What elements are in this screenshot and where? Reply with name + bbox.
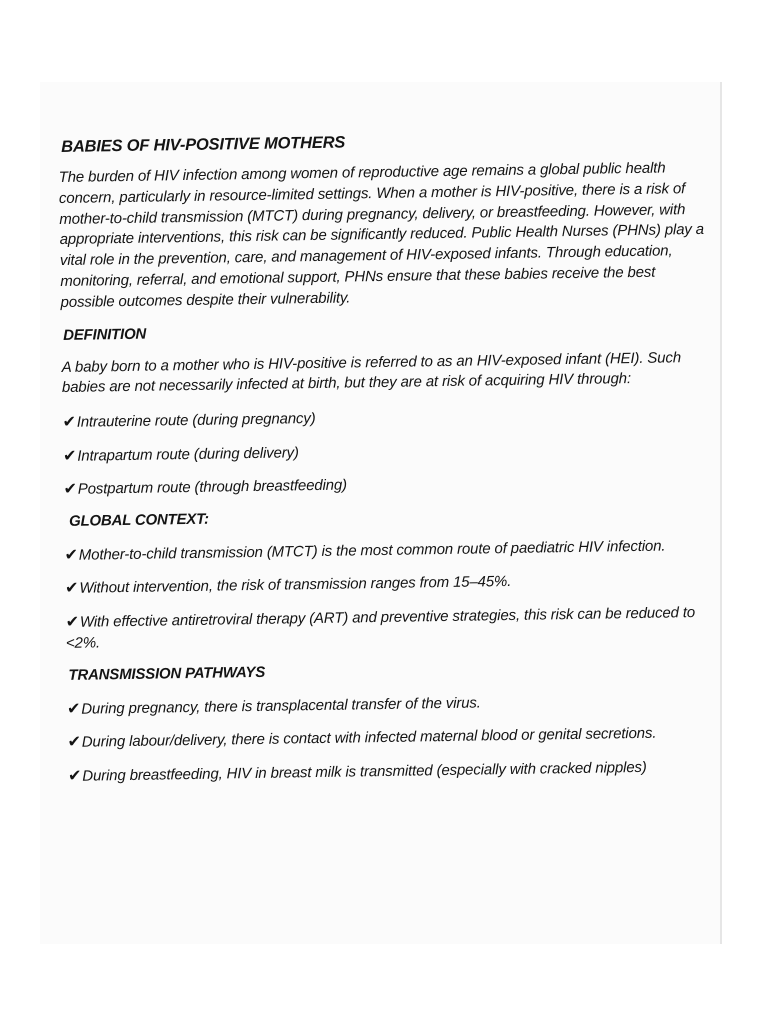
global-context-item	[65, 567, 715, 600]
checkmark-icon: ✔	[62, 411, 76, 432]
definition-item	[63, 468, 713, 501]
transmission-item-text: During pregnancy, there is transplacental transfer of the virus.	[81, 694, 481, 718]
checkmark-icon: ✔	[66, 698, 81, 718]
definition-item	[63, 434, 713, 467]
definition-paragraph: A baby born to a mother who is HIV-positive is referred to as an HIV-exposed infant (HEI). Such babies are not necessarily infected at birth, but they are at risk of acquiring HIV through:	[61, 348, 682, 397]
definition-item-text: Postpartum route (through breastfeeding)	[77, 476, 348, 498]
global-context-item-text: With effective antiretroviral therapy (ART) and preventive strategies, this risk can be reduced to <2%.	[65, 603, 696, 653]
definition-item-text: Intrauterine route (during pregnancy)	[76, 410, 316, 431]
intro-paragraph: The burden of HIV infection among women of reproductive age remains a global public health concern, particularly in resource-limited settings. When a mother is HIV-positive, there is a risk of mother-to-child transmission (MTCT) during pregnancy, delivery, or breastfeeding. However, with appropriate interventions, this risk can be significantly reduced. Public Health Nurses (PHNs) play a vital role in the prevention, care, and management of HIV-exposed infants. Through education, monitoring, referral, and emotional support, PHNs ensure that these babies receive the best possible outcomes despite their vulnerability.	[58, 159, 705, 311]
checkmark-icon: ✔	[64, 577, 79, 598]
global-context-item	[65, 600, 716, 654]
checkmark-icon: ✔	[63, 478, 77, 499]
transmission-heading: TRANSMISSION PATHWAYS	[68, 663, 266, 684]
checkmark-icon: ✔	[62, 445, 77, 465]
global-context-heading: GLOBAL CONTEXT:	[68, 510, 209, 530]
global-context-item	[64, 533, 714, 566]
checkmark-icon: ✔	[64, 544, 78, 564]
global-context-item-text: Mother-to-child transmission (MTCT) is the most common route of paediatric HIV infection.	[78, 537, 666, 564]
transmission-item-text: During labour/delivery, there is contact with infected maternal blood or genital secretions.	[81, 724, 657, 751]
definition-item	[62, 401, 712, 434]
transmission-item-text: During breastfeeding, HIV in breast milk is transmitted (especially with cracked nipples)	[82, 758, 647, 785]
definition-heading: DEFINITION	[62, 325, 147, 344]
transmission-item	[67, 687, 717, 720]
page-edge	[720, 82, 722, 944]
document-title: BABIES OF HIV-POSITIVE MOTHERS	[61, 133, 346, 156]
transmission-item	[67, 721, 717, 754]
checkmark-icon: ✔	[67, 765, 82, 785]
definition-item-text: Intrapartum route (during delivery)	[77, 443, 299, 465]
checkmark-icon: ✔	[65, 611, 80, 631]
global-context-item-text: Without intervention, the risk of transmission ranges from 15–45%.	[79, 573, 512, 597]
transmission-item	[68, 754, 718, 787]
document-content	[58, 126, 718, 798]
checkmark-icon: ✔	[67, 731, 81, 752]
